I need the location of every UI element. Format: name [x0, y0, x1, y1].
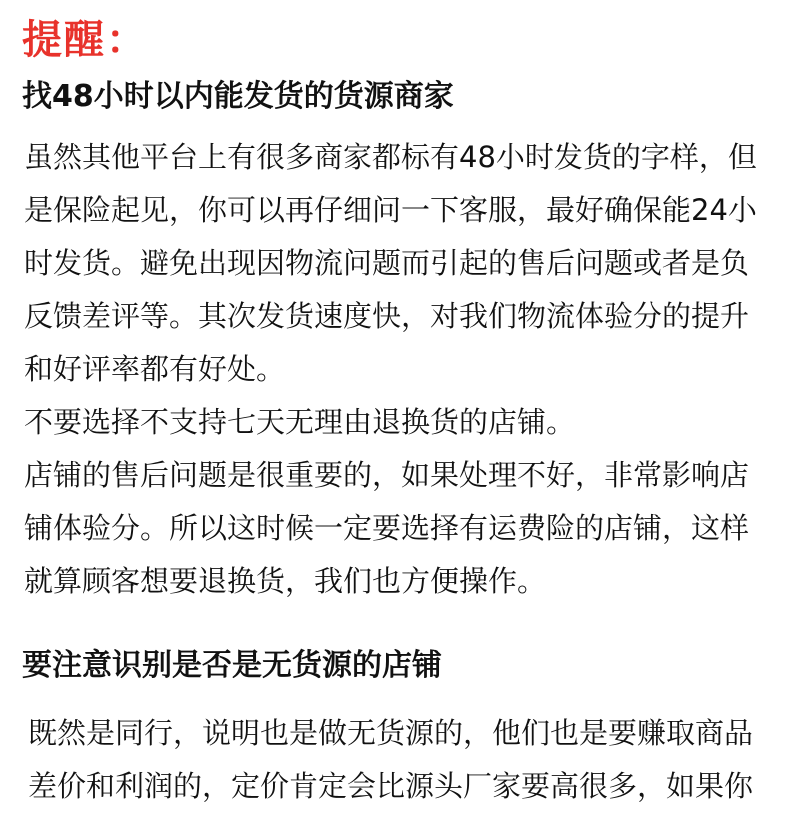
paragraph-line: 店铺的售后问题是很重要的，如果处理不好，非常影响店: [24, 458, 750, 492]
paragraph-line: 虽然其他平台上有很多商家都标有48小时发货的字样，但: [24, 140, 757, 174]
shipping-paragraph: [24, 131, 776, 396]
paragraph-line: 不要选择不支持七天无理由退换货的店铺。: [24, 405, 576, 439]
paragraph-line: 差价和利润的，定价肯定会比源头厂家要高很多，如果你: [28, 769, 754, 803]
identify-stores-paragraph: [28, 707, 780, 813]
section-heading-48h-shipping: 找48小时以内能发货的货源商家: [22, 79, 454, 114]
section-heading-identify-stores: 要注意识别是否是无货源的店铺: [22, 648, 442, 683]
after-sales-paragraph: [24, 449, 776, 608]
paragraph-line: 时发货。避免出现因物流问题而引起的售后问题或者是负: [24, 246, 750, 280]
return-policy-tip: [24, 396, 776, 449]
paragraph-line: 既然是同行，说明也是做无货源的，他们也是要赚取商品: [28, 716, 754, 750]
paragraph-line: 就算顾客想要退换货，我们也方便操作。: [24, 564, 547, 598]
paragraph-line: 和好评率都有好处。: [24, 352, 286, 386]
paragraph-line: 是保险起见，你可以再仔细问一下客服，最好确保能24小: [24, 193, 757, 227]
paragraph-line: 铺体验分。所以这时候一定要选择有运费险的店铺，这样: [24, 511, 750, 545]
alert-title: 提醒：: [22, 17, 148, 63]
paragraph-line: 反馈差评等。其次发货速度快，对我们物流体验分的提升: [24, 299, 750, 333]
